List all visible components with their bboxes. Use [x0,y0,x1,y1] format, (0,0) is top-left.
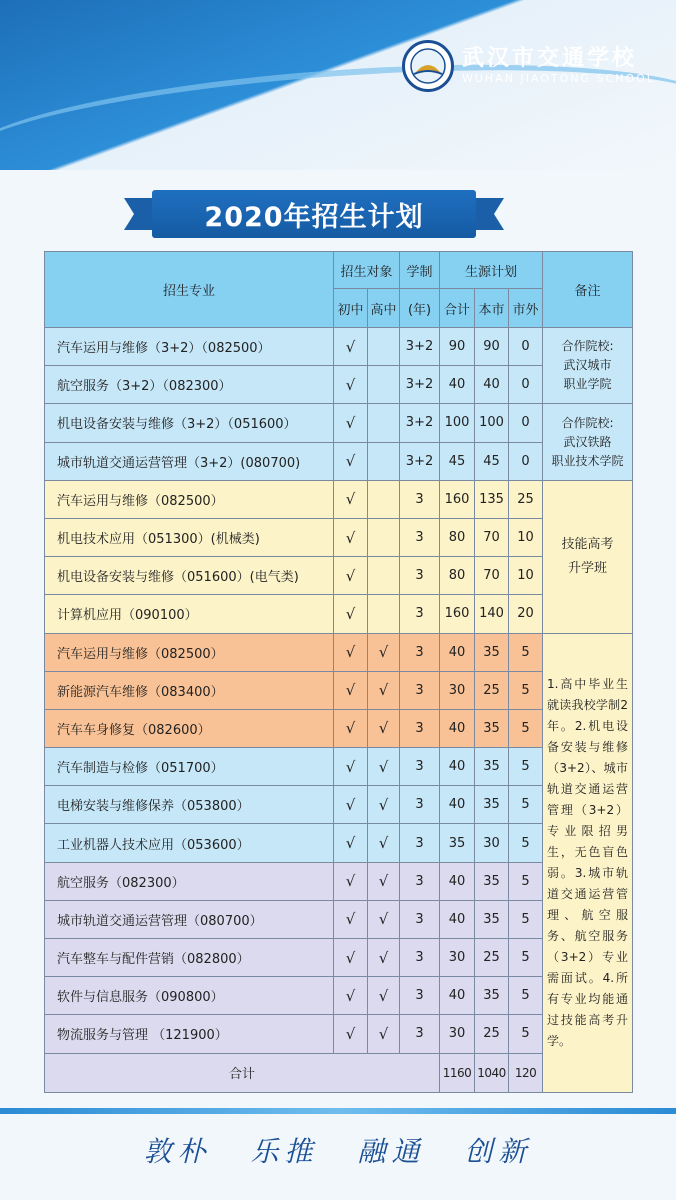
local-cell: 35 [475,633,509,671]
duration-cell: 3 [400,633,440,671]
header-major: 招生专业 [45,252,334,328]
remarks-cell [543,404,633,480]
duration-cell: 3 [400,748,440,786]
duration-cell: 3 [400,557,440,595]
junior-check: √ [334,748,368,786]
major-cell: 汽车制造与检修（051700） [45,748,334,786]
table-row [45,633,633,671]
header-plan: 生源计划 [440,252,543,289]
local-cell: 35 [475,709,509,747]
duration-cell: 3 [400,595,440,633]
grand-local-cell: 1040 [475,1053,509,1092]
total-cell: 40 [440,366,475,404]
junior-check: √ [334,328,368,366]
local-cell: 25 [475,1015,509,1053]
senior-check [368,366,400,404]
total-cell: 40 [440,748,475,786]
school-name-en: WUHAN JIAOTONG SCHOOL [462,72,655,85]
outside-cell: 20 [509,595,543,633]
local-cell: 40 [475,366,509,404]
grand-outside-cell: 120 [509,1053,543,1092]
outside-cell: 0 [509,366,543,404]
junior-check: √ [334,633,368,671]
outside-cell: 5 [509,709,543,747]
local-cell: 70 [475,518,509,556]
local-cell: 25 [475,939,509,977]
outside-cell: 5 [509,900,543,938]
local-cell: 45 [475,442,509,480]
total-cell: 80 [440,518,475,556]
junior-check: √ [334,442,368,480]
outside-cell: 5 [509,1015,543,1053]
duration-cell: 3 [400,939,440,977]
outside-cell: 5 [509,671,543,709]
school-motto [0,1130,676,1170]
local-cell: 35 [475,748,509,786]
major-cell: 汽车运用与维修（082500） [45,480,334,518]
duration-cell: 3+2 [400,366,440,404]
local-cell: 100 [475,404,509,442]
junior-check: √ [334,977,368,1015]
duration-cell: 3 [400,480,440,518]
senior-check [368,518,400,556]
outside-cell: 5 [509,748,543,786]
outside-cell: 5 [509,633,543,671]
major-cell: 航空服务（082300） [45,862,334,900]
table-row [45,404,633,442]
senior-check: √ [368,786,400,824]
total-cell: 160 [440,480,475,518]
remark-line: 技能高考 [561,536,614,552]
header-local: 本市 [475,289,509,328]
total-cell: 40 [440,786,475,824]
total-cell: 40 [440,709,475,747]
total-cell: 30 [440,671,475,709]
junior-check: √ [334,939,368,977]
header-duration-unit: (年) [400,289,440,328]
header-remarks: 备注 [543,252,633,328]
grand-total-cell: 1160 [440,1053,475,1092]
major-cell: 汽车运用与维修（3+2）（082500） [45,328,334,366]
senior-check: √ [368,1015,400,1053]
page-title: 2020年招生计划 [204,201,424,233]
senior-check [368,557,400,595]
major-cell: 计算机应用（090100） [45,595,334,633]
table-row [45,328,633,366]
title-banner [124,190,504,238]
senior-check: √ [368,824,400,862]
remarks-cell [543,480,633,633]
senior-check: √ [368,671,400,709]
remarks-cell: 1.高中毕业生就读我校学制2年。2.机电设备安装与维修（3+2）、城市轨道交通运营管理（3+2）专业限招男生，无色盲色弱。3.城市轨道交通运营管理、航空服务、航空服务（3+2）专业需面试。4.所有专业均能通过技能高考升学。 [543,633,633,1092]
motto-word: 乐推 [250,1135,319,1168]
school-logo [402,40,655,92]
remark-line: 合作院校: [561,339,614,354]
outside-cell: 10 [509,557,543,595]
major-cell: 汽车整车与配件营销（082800） [45,939,334,977]
local-cell: 35 [475,977,509,1015]
major-cell: 机电设备安装与维修（3+2）（051600） [45,404,334,442]
remark-line: 职业学院 [563,377,612,392]
duration-cell: 3+2 [400,328,440,366]
local-cell: 35 [475,862,509,900]
senior-check: √ [368,977,400,1015]
duration-cell: 3 [400,786,440,824]
junior-check: √ [334,786,368,824]
duration-cell: 3 [400,709,440,747]
total-cell: 100 [440,404,475,442]
header-duration: 学制 [400,252,440,289]
total-cell: 40 [440,633,475,671]
senior-check: √ [368,900,400,938]
total-cell: 30 [440,939,475,977]
school-emblem-icon [402,40,454,92]
senior-check: √ [368,939,400,977]
total-cell: 40 [440,977,475,1015]
motto-word: 融通 [357,1135,426,1168]
outside-cell: 5 [509,824,543,862]
junior-check: √ [334,1015,368,1053]
duration-cell: 3+2 [400,442,440,480]
remark-line: 武汉城市 [563,358,612,373]
school-name-cn: 武汉市交通学校 [462,45,638,71]
senior-check: √ [368,633,400,671]
major-cell: 汽车运用与维修（082500） [45,633,334,671]
junior-check: √ [334,824,368,862]
outside-cell: 5 [509,977,543,1015]
major-cell: 城市轨道交通运营管理（080700） [45,900,334,938]
major-cell: 机电设备安装与维修（051600）(电气类) [45,557,334,595]
local-cell: 35 [475,900,509,938]
local-cell: 90 [475,328,509,366]
header-outside: 市外 [509,289,543,328]
duration-cell: 3 [400,977,440,1015]
total-cell: 90 [440,328,475,366]
senior-check: √ [368,748,400,786]
junior-check: √ [334,404,368,442]
outside-cell: 0 [509,328,543,366]
remark-line: 合作院校: [561,415,614,430]
junior-check: √ [334,518,368,556]
local-cell: 35 [475,786,509,824]
remark-line: 职业技术学院 [551,453,624,468]
major-cell: 软件与信息服务（090800） [45,977,334,1015]
duration-cell: 3 [400,824,440,862]
header-target: 招生对象 [334,252,400,289]
local-cell: 140 [475,595,509,633]
remark-line: 升学班 [568,560,608,576]
senior-check: √ [368,862,400,900]
footer-divider [0,1108,676,1114]
total-cell: 30 [440,1015,475,1053]
junior-check: √ [334,862,368,900]
junior-check: √ [334,900,368,938]
junior-check: √ [334,480,368,518]
header-junior: 初中 [334,289,368,328]
total-label: 合计 [45,1053,440,1092]
senior-check: √ [368,709,400,747]
senior-check [368,328,400,366]
major-cell: 城市轨道交通运营管理（3+2）(080700) [45,442,334,480]
duration-cell: 3 [400,1015,440,1053]
outside-cell: 25 [509,480,543,518]
duration-cell: 3 [400,900,440,938]
outside-cell: 5 [509,862,543,900]
local-cell: 30 [475,824,509,862]
duration-cell: 3+2 [400,404,440,442]
junior-check: √ [334,595,368,633]
total-cell: 160 [440,595,475,633]
total-cell: 80 [440,557,475,595]
local-cell: 135 [475,480,509,518]
major-cell: 机电技术应用（051300）(机械类) [45,518,334,556]
major-cell: 工业机器人技术应用（053600） [45,824,334,862]
duration-cell: 3 [400,862,440,900]
header-total: 合计 [440,289,475,328]
outside-cell: 0 [509,442,543,480]
junior-check: √ [334,557,368,595]
outside-cell: 5 [509,939,543,977]
enrollment-plan-table [44,251,633,1093]
outside-cell: 5 [509,786,543,824]
major-cell: 电梯安装与维修保养（053800） [45,786,334,824]
motto-word: 创新 [464,1135,533,1168]
header-senior: 高中 [368,289,400,328]
junior-check: √ [334,709,368,747]
senior-check [368,595,400,633]
senior-check [368,480,400,518]
motto-word: 敦朴 [143,1135,212,1168]
senior-check [368,442,400,480]
total-cell: 35 [440,824,475,862]
outside-cell: 10 [509,518,543,556]
outside-cell: 0 [509,404,543,442]
major-cell: 物流服务与管理 （121900） [45,1015,334,1053]
duration-cell: 3 [400,518,440,556]
local-cell: 25 [475,671,509,709]
duration-cell: 3 [400,671,440,709]
remark-line: 武汉铁路 [563,434,612,449]
total-cell: 40 [440,862,475,900]
local-cell: 70 [475,557,509,595]
junior-check: √ [334,671,368,709]
senior-check [368,404,400,442]
total-cell: 45 [440,442,475,480]
major-cell: 新能源汽车维修（083400） [45,671,334,709]
total-cell: 40 [440,900,475,938]
major-cell: 汽车车身修复（082600） [45,709,334,747]
remarks-cell [543,328,633,404]
major-cell: 航空服务（3+2）（082300） [45,366,334,404]
table-row [45,480,633,518]
junior-check: √ [334,366,368,404]
